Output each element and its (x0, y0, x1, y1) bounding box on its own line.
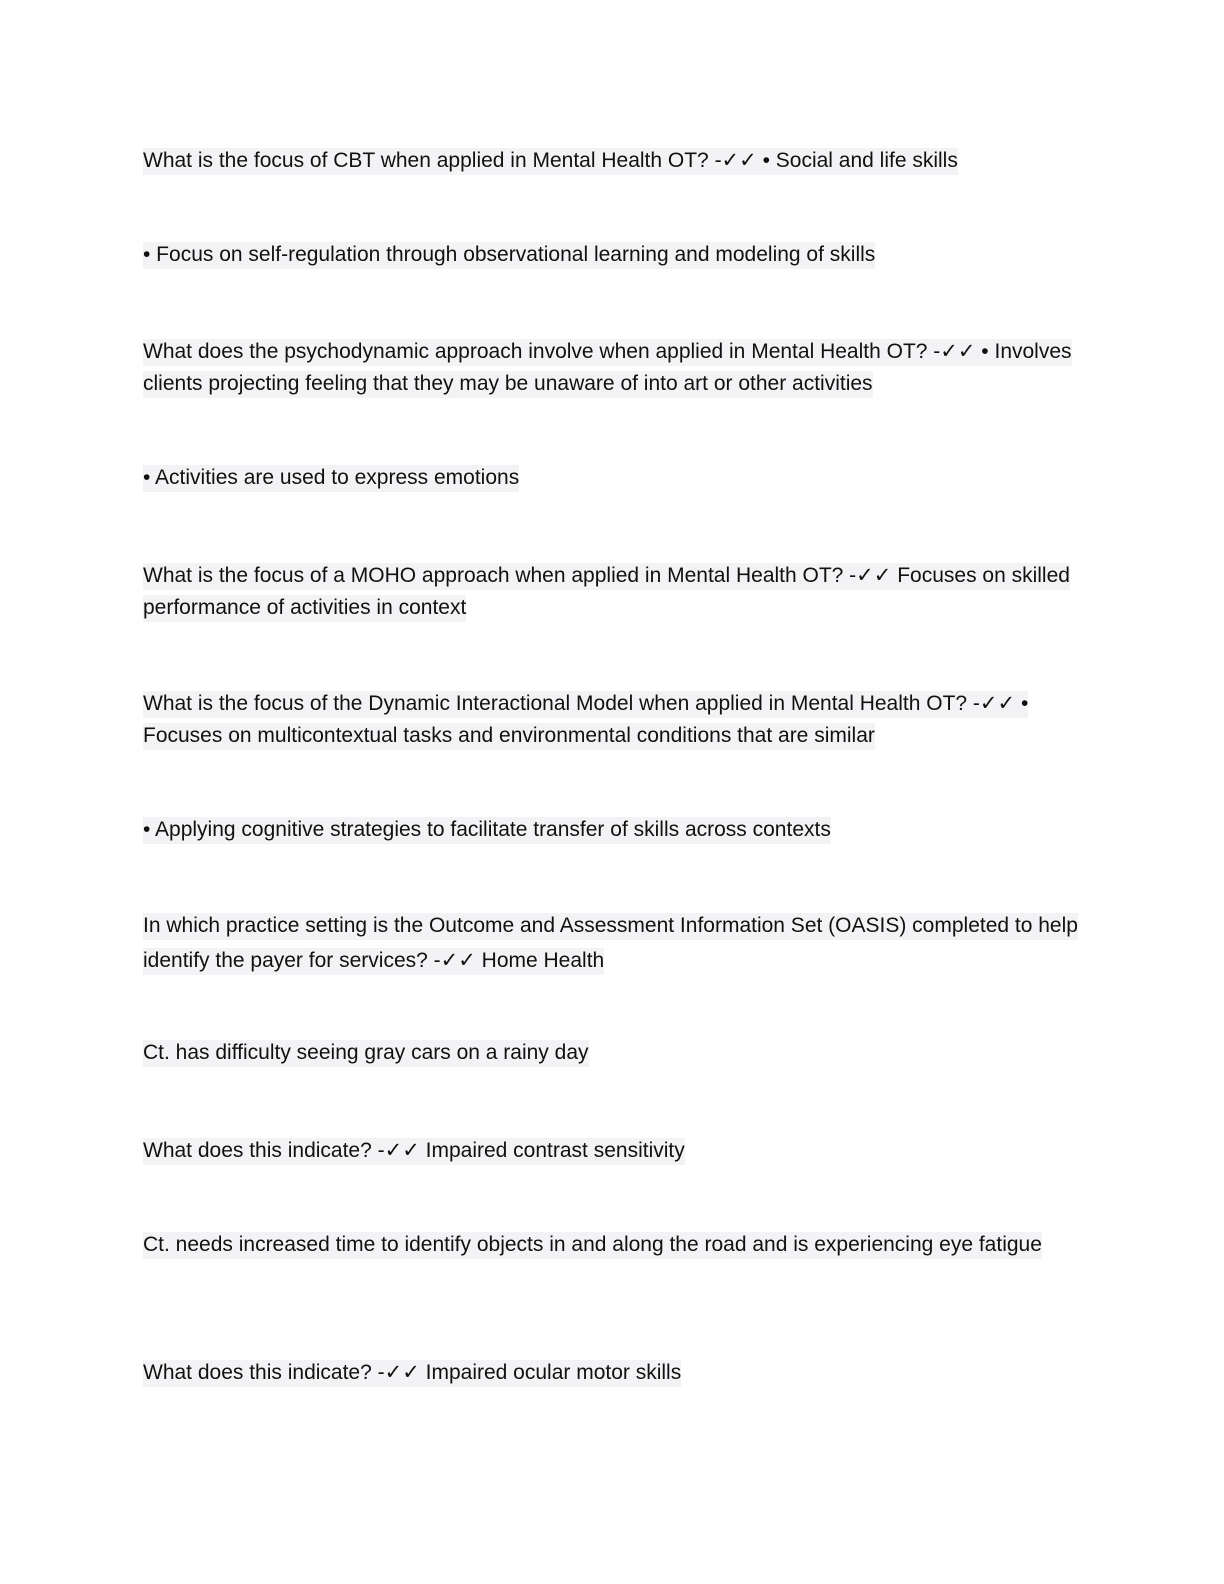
paragraph-text: What is the focus of the Dynamic Interactional Model when applied in Mental Health OT? -✓✓ • Focuses on multicontextual tasks and environmental conditions that are similar (143, 691, 1028, 750)
paragraph-text: Ct. needs increased time to identify objects in and along the road and is experiencing eye fatigue (143, 1232, 1042, 1259)
paragraph-text: • Focus on self-regulation through observational learning and modeling of skills (143, 242, 875, 269)
paragraph-text: What does the psychodynamic approach involve when applied in Mental Health OT? -✓✓ • Involves clients projecting feeling that they may be unaware of into art or other activities (143, 339, 1072, 398)
paragraph-psychodynamic-question (143, 336, 1083, 400)
paragraph-text: Ct. has difficulty seeing gray cars on a rainy day (143, 1040, 589, 1067)
paragraph-ocular-scenario (143, 1229, 1083, 1261)
paragraph-ocular-question (143, 1357, 1083, 1389)
paragraph-dynamic-interactional-bullet (143, 814, 1083, 846)
paragraph-oasis-question (143, 908, 1083, 978)
paragraph-text: In which practice setting is the Outcome and Assessment Information Set (OASIS) completed to help identify the payer for services? -✓✓ Home Health (143, 913, 1078, 975)
paragraph-psychodynamic-bullet (143, 462, 1083, 494)
paragraph-moho-question (143, 560, 1083, 624)
paragraph-cbt-question (143, 145, 1083, 177)
paragraph-text: • Applying cognitive strategies to facilitate transfer of skills across contexts (143, 817, 831, 844)
paragraph-text: What is the focus of CBT when applied in Mental Health OT? -✓✓ • Social and life skills (143, 148, 958, 175)
paragraph-text: What is the focus of a MOHO approach when applied in Mental Health OT? -✓✓ Focuses on skilled performance of activities in context (143, 563, 1070, 622)
paragraph-contrast-scenario (143, 1037, 1083, 1069)
paragraph-contrast-question (143, 1135, 1083, 1167)
paragraph-text: What does this indicate? -✓✓ Impaired ocular motor skills (143, 1360, 681, 1387)
paragraph-text: • Activities are used to express emotions (143, 465, 519, 492)
paragraph-cbt-bullet (143, 239, 1083, 271)
paragraph-text: What does this indicate? -✓✓ Impaired contrast sensitivity (143, 1138, 685, 1165)
paragraph-dynamic-interactional-question (143, 688, 1083, 752)
